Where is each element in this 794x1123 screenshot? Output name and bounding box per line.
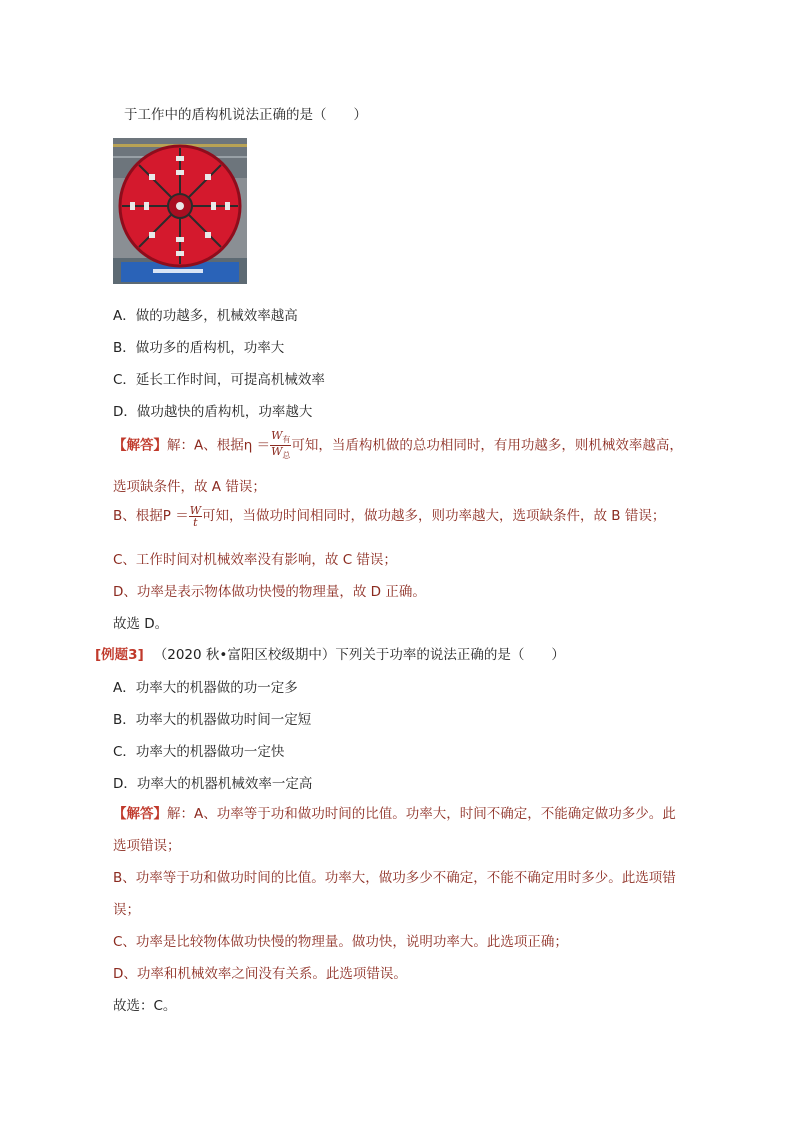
efficiency-fraction: $\frac{W_有}{W_总}$: [271, 429, 291, 461]
q3-option-c: C．功率大的机器做功一定快: [113, 744, 285, 760]
answer-c: C、工作时间对机械效率没有影响，故 C 错误；: [113, 552, 397, 568]
answer-d: D、功率是表示物体做功快慢的物理量，故 D 正确。: [113, 584, 426, 600]
q3-answer-a-line2: 选项错误；: [113, 838, 181, 854]
answer-tag: 【解答】: [113, 437, 167, 454]
question-stem: 于工作中的盾构机说法正确的是（ ）: [124, 107, 367, 123]
q3-answer-b-line2: 误；: [113, 902, 140, 918]
q3-answer-d: D、功率和机械效率之间没有关系。此选项错误。: [113, 966, 407, 982]
question-3-stem: [95, 643, 565, 663]
question-3-tag: [例题3]: [95, 647, 144, 663]
power-fraction: $\frac{W}{t}$: [189, 503, 202, 529]
tunnel-boring-machine-photo: [113, 138, 247, 284]
answer-b: [113, 504, 665, 528]
q3-answer-b-line1: B、功率等于功和做功时间的比值。功率大，做功多少不确定，不能不确定用时多少。此选项错: [113, 870, 676, 886]
answer-a-pre: 解：A、根据η ＝: [167, 437, 271, 454]
answer-a-line1: [113, 430, 683, 461]
option-a: A．做的功越多，机械效率越高: [113, 308, 298, 324]
option-c: C．延长工作时间，可提高机械效率: [113, 372, 325, 388]
answer-b-pre: B、根据P ＝: [113, 508, 189, 524]
q3-answer-tag: 【解答】: [113, 806, 167, 822]
q3-option-d: D．功率大的机器机械效率一定高: [113, 776, 313, 792]
option-b: B．做功多的盾构机，功率大: [113, 340, 285, 356]
answer-a-line2: 选项缺条件，故 A 错误；: [113, 479, 266, 495]
question-3-text: （2020 秋•富阳区校级期中）下列关于功率的说法正确的是（ ）: [153, 647, 565, 663]
q3-option-b: B．功率大的机器做功时间一定短: [113, 712, 312, 728]
q3-conclusion: 故选：C。: [113, 998, 177, 1014]
answer-b-post: 可知，当做功时间相同时，做功越多，则功率越大，选项缺条件，故 B 错误；: [202, 508, 666, 524]
answer-a-post: 可知，当盾构机做的总功相同时，有用功越多，则机械效率越高，: [291, 437, 683, 454]
answer-conclusion: 故选 D。: [113, 616, 169, 632]
q3-answer-a-line1: 【解答】解：A、功率等于功和做功时间的比值。功率大，时间不确定，不能确定做功多少。此: [113, 806, 676, 822]
q3-option-a: A．功率大的机器做的功一定多: [113, 680, 298, 696]
q3-answer-c: C、功率是比较物体做功快慢的物理量。做功快，说明功率大。此选项正确；: [113, 934, 568, 950]
option-d: D．做功越快的盾构机，功率越大: [113, 404, 313, 420]
